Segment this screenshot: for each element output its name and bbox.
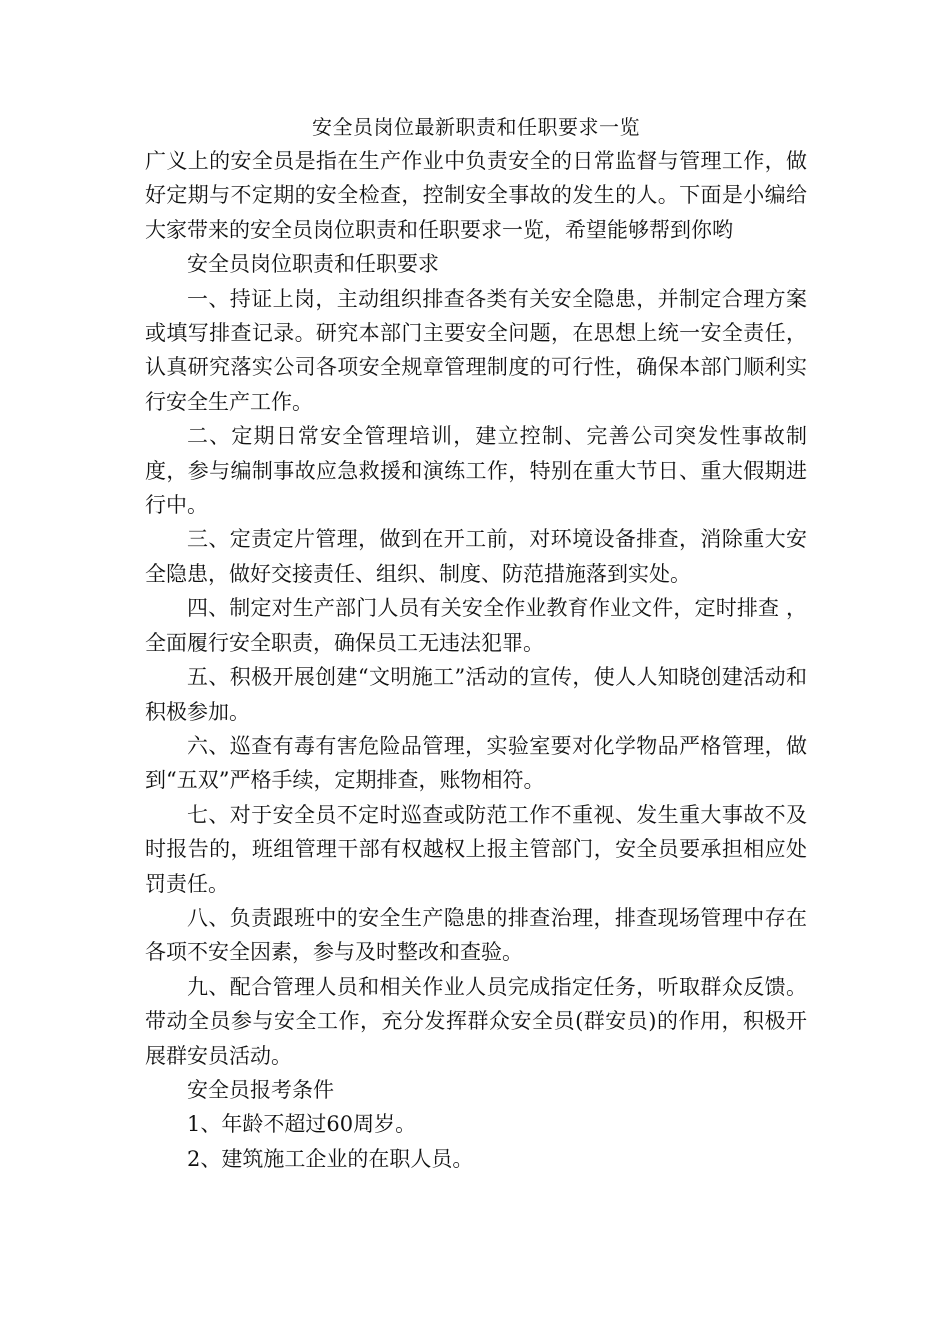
paragraph-requirement-2: 2、建筑施工企业的在职人员。 [187, 1146, 474, 1171]
section-heading-requirements: 安全员报考条件 [187, 1077, 334, 1102]
paragraph-duty-2: 二、定期日常安全管理培训，建立控制、完善公司突发性事故制度，参与编制事故应急救援和演练工作，特别在重大节日、重大假期进行中。 [145, 424, 807, 518]
paragraph-duty-3: 三、定责定片管理，做到在开工前，对环境设备排查，消除重大安全隐患，做好交接责任、组织、制度、防范措施落到实处。 [145, 527, 807, 586]
section-heading-duties: 安全员岗位职责和任职要求 [187, 252, 439, 277]
paragraph-intro: 广义上的安全员是指在生产作业中负责安全的日常监督与管理工作，做好定期与不定期的安全检查，控制安全事故的发生的人。下面是小编给大家带来的安全员岗位职责和任职要求一览，希望能够帮到你哟 [145, 149, 807, 242]
paragraph-duty-4: 四、制定对生产部门人员有关安全作业教育作业文件，定时排查 ，全面履行安全职责，确保员工无违法犯罪。 [145, 596, 807, 655]
paragraph-duty-5: 五、积极开展创建“文明施工”活动的宣传，使人人知晓创建活动和积极参加。 [145, 665, 807, 724]
document-title: 安全员岗位最新职责和任职要求一览 [312, 115, 640, 139]
paragraph-requirement-1: 1、年龄不超过60周岁。 [187, 1112, 417, 1137]
paragraph-duty-6: 六、巡查有毒有害危险品管理，实验室要对化学物品严格管理，做到“五双”严格手续，定期排查，账物相符。 [145, 733, 807, 793]
paragraph-duty-9: 九、配合管理人员和相关作业人员完成指定任务，听取群众反馈。带动全员参与安全工作，充分发挥群众安全员(群安员)的作用，积极开展群安员活动。 [145, 974, 807, 1068]
paragraph-duty-8: 八、负责跟班中的安全生产隐患的排查治理，排查现场管理中存在各项不安全因素，参与及时整改和查验。 [145, 905, 807, 965]
paragraph-duty-7: 七、对于安全员不定时巡查或防范工作不重视、发生重大事故不及时报告的，班组管理干部有权越权上报主管部门，安全员要承担相应处罚责任。 [145, 802, 807, 896]
paragraph-duty-1: 一、持证上岗，主动组织排查各类有关安全隐患，并制定合理方案或填写排查记录。研究本部门主要安全问题，在思想上统一安全责任，认真研究落实公司各项安全规章管理制度的可行性，确保本部门顺利实行安全生产工作。 [145, 286, 807, 414]
document-page [145, 112, 807, 1176]
